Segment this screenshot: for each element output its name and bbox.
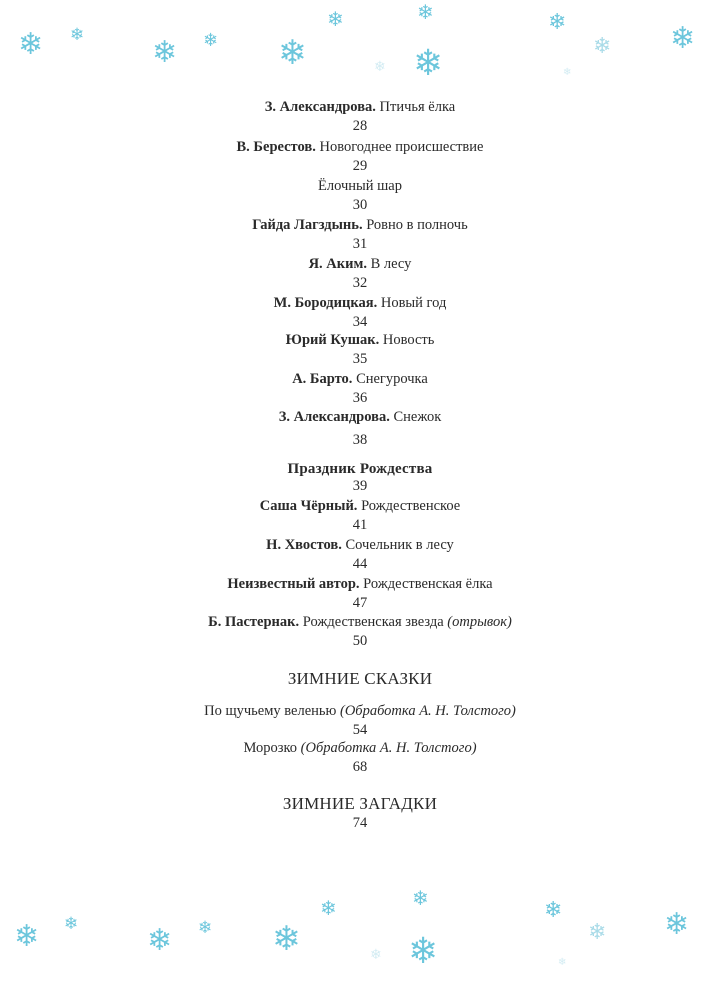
- snowflake-icon: ❄: [544, 898, 563, 923]
- toc-entry: [0, 536, 720, 574]
- entry-page-number: 47: [352, 595, 368, 611]
- entry-author: В. Берестов.: [236, 139, 316, 155]
- snowflake-icon: ❄: [563, 67, 572, 78]
- snowflake-icon: ❄: [664, 907, 690, 942]
- snowflake-icon: ❄: [152, 35, 178, 70]
- snowflake-icon: ❄: [272, 919, 301, 959]
- entry-page-number: 44: [352, 556, 368, 572]
- entry-title: Рождественская ёлка: [363, 576, 493, 592]
- entry-author: З. Александрова.: [278, 409, 390, 425]
- toc-entry: [0, 613, 720, 651]
- entry-page-number: 36: [352, 390, 368, 406]
- entry-page-number: 30: [352, 197, 368, 213]
- snowflake-icon: ❄: [70, 25, 85, 45]
- toc-entry: [0, 98, 720, 136]
- snowflake-icon: ❄: [593, 34, 612, 59]
- entry-title: Ёлочный шар: [318, 178, 402, 194]
- toc-entry: [0, 702, 720, 740]
- entry-page-number: 68: [352, 759, 368, 775]
- entry-title: Сочельник в лесу: [345, 537, 454, 553]
- toc-entry: [0, 739, 720, 777]
- entry-page-number: 32: [352, 275, 368, 291]
- entry-note: (отрывок): [447, 614, 512, 630]
- snowflake-icon: ❄: [588, 920, 607, 945]
- entry-title: Рождественская звезда: [302, 614, 444, 630]
- snowflake-icon: ❄: [374, 59, 386, 75]
- snowflake-icon: ❄: [198, 918, 213, 938]
- entry-author: Б. Пастернак.: [208, 614, 300, 630]
- entry-page-number: 54: [352, 722, 368, 738]
- snowflake-icon: ❄: [417, 0, 434, 24]
- toc-entry: [0, 216, 720, 254]
- entry-page-number: 29: [352, 158, 368, 174]
- entry-title: В лесу: [370, 256, 412, 272]
- entry-title: Снежок: [393, 409, 442, 425]
- snowflake-icon: ❄: [670, 21, 696, 56]
- entry-title: Морозко: [243, 740, 298, 756]
- toc-entry: [0, 331, 720, 369]
- section-page-number: 74: [352, 815, 368, 831]
- entry-title: Ровно в полночь: [366, 217, 468, 233]
- entry-author: Н. Хвостов.: [266, 537, 342, 553]
- snowflake-icon: ❄: [278, 33, 307, 73]
- snowflake-icon: ❄: [413, 43, 444, 84]
- entry-author: З. Александрова.: [264, 99, 376, 115]
- snowflake-icon: ❄: [203, 30, 219, 51]
- snowflake-icon: ❄: [64, 914, 79, 934]
- snowflake-icon: ❄: [14, 919, 40, 954]
- entry-page-number: 34: [352, 314, 368, 330]
- toc-entry: [0, 497, 720, 535]
- snowflake-icon: ❄: [412, 886, 429, 910]
- entry-author: А. Барто.: [292, 371, 353, 387]
- entry-author: Саша Чёрный.: [259, 498, 358, 514]
- snowflake-icon: ❄: [327, 7, 344, 31]
- toc-entry: [0, 177, 720, 215]
- entry-author: М. Бородицкая.: [273, 295, 378, 311]
- entry-note: (Обработка А. Н. Толстого): [339, 703, 516, 719]
- entry-title: Птичья ёлка: [379, 99, 456, 115]
- toc-entry: [0, 575, 720, 613]
- snowflake-icon: ❄: [548, 10, 567, 35]
- toc-entry: [0, 138, 720, 176]
- entry-page-number: 41: [352, 517, 368, 533]
- entry-title: Рождественское: [361, 498, 461, 514]
- toc-entry: [0, 370, 720, 408]
- entry-title: Новогоднее происшествие: [319, 139, 484, 155]
- entry-page-number: 50: [352, 633, 368, 649]
- snowflake-icon: ❄: [558, 957, 567, 968]
- entry-page-number: 35: [352, 351, 368, 367]
- entry-author: Юрий Кушак.: [285, 332, 380, 348]
- entry-page-number: 28: [352, 118, 368, 134]
- entry-page-number: 31: [352, 236, 368, 252]
- section-heading-winter-riddles: ЗИМНИЕ ЗАГАДКИ: [282, 794, 438, 813]
- entry-author: Я. Аким.: [308, 256, 367, 272]
- toc-entry: [0, 408, 720, 450]
- entry-title: Новость: [382, 332, 435, 348]
- entry-title: Снегурочка: [356, 371, 428, 387]
- snowflake-icon: ❄: [320, 896, 337, 920]
- section-heading-winter-tales: ЗИМНИЕ СКАЗКИ: [287, 669, 433, 688]
- entry-page-number: 38: [352, 432, 368, 448]
- entry-title: Новый год: [380, 295, 447, 311]
- snowflake-icon: ❄: [370, 947, 382, 963]
- snowflake-icon: ❄: [18, 27, 44, 62]
- toc-entry: [0, 255, 720, 293]
- section-heading-christmas: Праздник Рождества: [287, 461, 433, 477]
- section-page-number: 39: [352, 478, 368, 494]
- entry-author: Гайда Лагздынь.: [252, 217, 363, 233]
- snowflake-icon: ❄: [147, 923, 173, 958]
- snowflake-icon: ❄: [408, 931, 439, 972]
- toc-entry: [0, 294, 720, 332]
- entry-author: Неизвестный автор.: [227, 576, 360, 592]
- entry-note: (Обработка А. Н. Толстого): [300, 740, 477, 756]
- entry-title: По щучьему веленью: [204, 703, 337, 719]
